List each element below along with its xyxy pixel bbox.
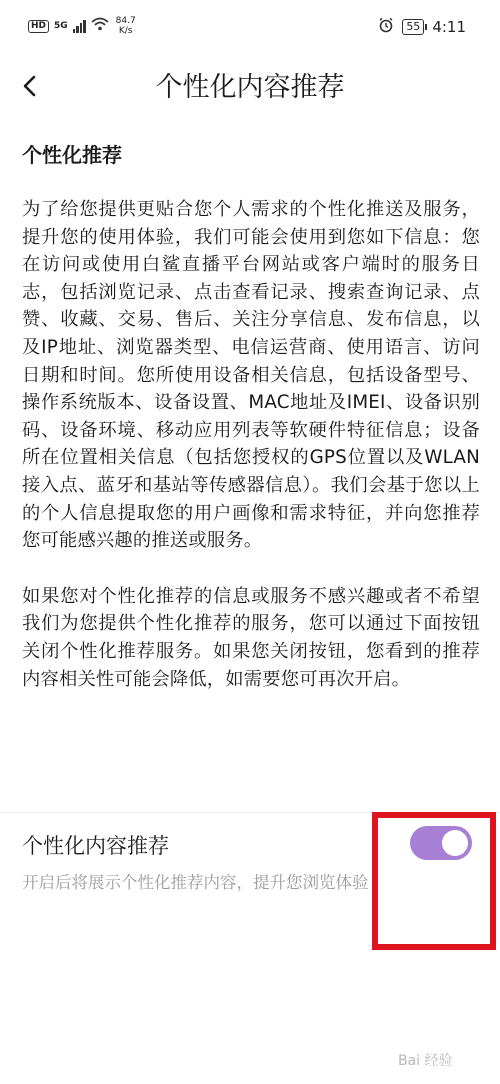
- net-speed-unit: K/s: [118, 26, 133, 36]
- status-right: [378, 17, 466, 37]
- wifi-icon: [91, 17, 109, 35]
- alarm-icon: [378, 17, 394, 37]
- setting-title: 个性化内容推荐: [22, 834, 169, 858]
- nav-bar: [0, 56, 500, 120]
- personalized-recommendation-toggle[interactable]: [410, 826, 472, 860]
- description-paragraph-2: 如果您对个性化推荐的信息或服务不感兴趣或者不希望我们为您提供个性化推荐的服务，您可以通过下面按钮关闭个性化推荐服务。如果您关闭按钮，您看到的推荐内容相关性可能会降低，如需要您可再次开启。: [22, 585, 480, 690]
- battery-icon: 55: [402, 19, 424, 35]
- signal-bars-icon: [73, 19, 86, 33]
- toggle-knob: [442, 830, 468, 856]
- signal-5g-label: 5G: [54, 21, 68, 31]
- content-area: [22, 140, 480, 693]
- status-left: [28, 16, 136, 36]
- watermark-logo: Bai 经验: [398, 1053, 453, 1069]
- section-title: 个性化推荐: [22, 143, 122, 167]
- page-title: 个性化内容推荐: [155, 72, 345, 103]
- clock: 4:11: [432, 18, 466, 36]
- divider: [0, 812, 500, 813]
- status-bar: [0, 0, 500, 56]
- net-speed: [116, 16, 136, 36]
- net-speed-value: 84.7: [115, 16, 136, 26]
- setting-description: 开启后将展示个性化推荐内容，提升您浏览体验: [22, 873, 369, 892]
- description-paragraph-1: 为了给您提供更贴合您个人需求的个性化推送及服务，提升您的使用体验，我们可能会使用到您如下信息：您在访问或使用白鲨直播平台网站或客户端时的服务日志，包括浏览记录、点击查看记录、搜索查询记录、点赞、收藏、交易、售后、关注分享信息、发布信息，以及IP地址、浏览器类型、电信运营商、使用语言、访问日期和时间。您所使用设备相关信息，包括设备型号、操作系统版本、设备设置、MAC地址及IMEI、设备识别码、设备环境、移动应用列表等软硬件特征信息；设备所在位置相关信息（包括您授权的GPS位置以及WLAN接入点、蓝牙和基站等传感器信息）。我们会基于您以上的个人信息提取您的用户画像和需求特征，并向您推荐您可能感兴趣的推送或服务。: [22, 199, 480, 552]
- hd-badge: HD: [28, 20, 49, 33]
